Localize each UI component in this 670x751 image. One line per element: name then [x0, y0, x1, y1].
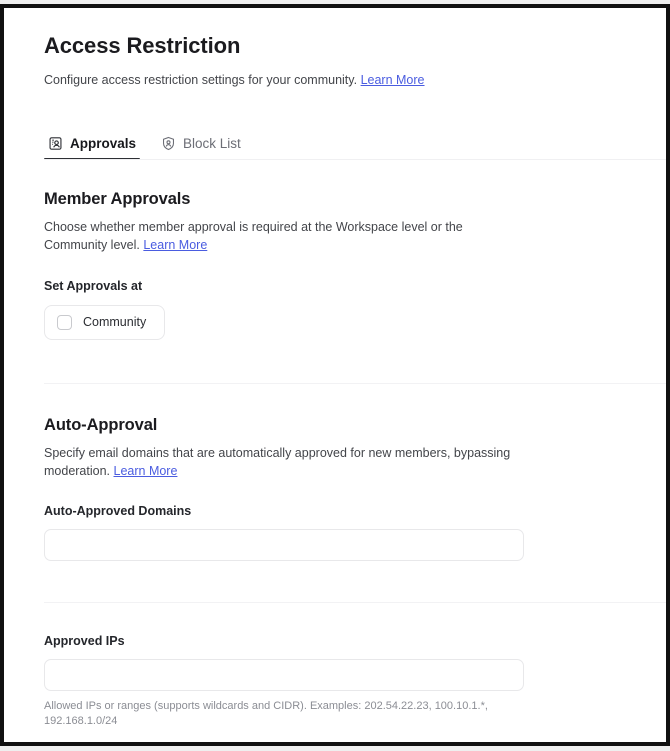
section-auto-approval [4, 416, 666, 561]
member-approvals-learn-more-link[interactable]: Learn More [143, 237, 208, 252]
page-title: Access Restriction [44, 33, 241, 58]
section-approved-ips [4, 634, 666, 729]
window-frame [0, 4, 670, 746]
user-card-icon [48, 136, 63, 151]
auto-approval-description [44, 444, 524, 480]
page-subtitle [4, 59, 666, 90]
auto-approved-domains-label: Auto-Approved Domains [44, 504, 192, 518]
tab-bar [4, 128, 666, 160]
tab-bar-rule [44, 159, 666, 160]
tab-block-list[interactable] [157, 136, 251, 160]
member-approvals-title: Member Approvals [44, 189, 191, 208]
page-subtitle-text: Configure access restriction settings for your community. [44, 73, 358, 87]
section-divider-2 [44, 602, 666, 603]
member-approvals-description-text: Choose whether member approval is required at the Workspace level or the Community level. [44, 219, 463, 252]
approvals-level-community-option[interactable] [44, 305, 165, 340]
auto-approval-description-text: Specify email domains that are automatically approved for new members, bypassing moderation. [44, 445, 511, 478]
approved-ips-helper-text: Allowed IPs or ranges (supports wildcards and CIDR). Examples: 202.54.22.23, 100.10.1.*, 192.168.1.0/24 [44, 700, 488, 727]
auto-approval-title: Auto-Approval [44, 415, 158, 434]
section-member-approvals [4, 190, 666, 340]
header-learn-more-link[interactable]: Learn More [360, 73, 425, 87]
community-checkbox-label: Community [83, 315, 147, 330]
community-checkbox[interactable] [57, 315, 72, 330]
member-approvals-description [44, 218, 524, 254]
approved-ips-label: Approved IPs [44, 634, 125, 648]
auto-approved-domains-input[interactable] [44, 529, 524, 561]
set-approvals-at-label: Set Approvals at [44, 278, 143, 293]
access-restriction-page [4, 8, 666, 742]
user-shield-icon [161, 136, 176, 151]
tab-block-list-label: Block List [183, 135, 241, 151]
tab-approvals-label: Approvals [70, 135, 137, 151]
approved-ips-input[interactable] [44, 659, 524, 691]
tab-approvals[interactable] [44, 136, 146, 160]
section-divider-1 [44, 383, 666, 384]
auto-approval-learn-more-link[interactable]: Learn More [113, 463, 178, 478]
